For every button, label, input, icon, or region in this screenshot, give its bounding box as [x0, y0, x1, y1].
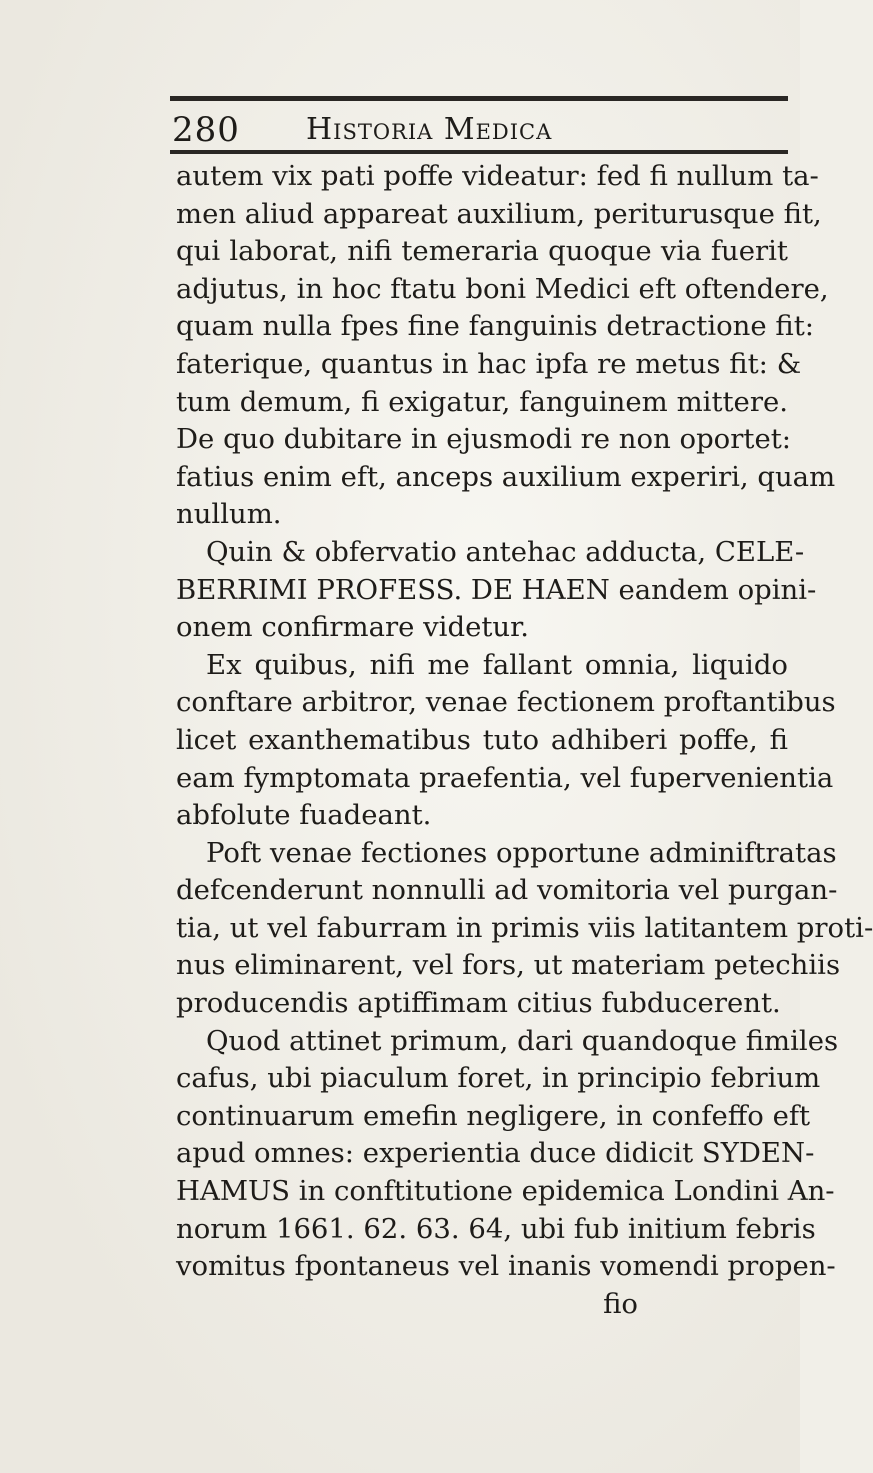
text-line: faterique, quantus in hac ipfa re metus fit: &	[176, 347, 802, 380]
text-line: qui laborat, nifi temeraria quoque via fuerit	[176, 235, 788, 268]
text-line: continuarum emefin negligere, in confeffo eft	[176, 1099, 811, 1132]
text-line: fatius enim eft, anceps auxilium experiri, quam	[176, 460, 836, 493]
text-line: defcenderunt nonnulli ad vomitoria vel purgan-	[176, 874, 838, 907]
text-line-paragraph-start: Ex quibus, nifi me fallant omnia, liquido	[206, 648, 788, 681]
text-line: norum 1661. 62. 63. 64, ubi fub initium febris	[176, 1212, 816, 1245]
text-line: quam nulla fpes fine fanguinis detractione fit:	[176, 310, 815, 343]
text-line: nus eliminarent, vel fors, ut materiam petechiis	[176, 949, 841, 982]
catchword: fio	[603, 1287, 638, 1320]
text-line-paragraph-start: Quod attinet primum, dari quandoque fimiles	[206, 1024, 839, 1057]
text-line: HAMUS in conftitutione epidemica Londini An-	[176, 1175, 835, 1208]
text-line: conftare arbitror, venae fectionem proftantibus	[176, 686, 836, 719]
page-number: 280	[172, 110, 240, 150]
running-head-title: Historia Medica	[306, 112, 553, 147]
text-line: cafus, ubi piaculum foret, in principio febrium	[176, 1062, 821, 1095]
body-text	[176, 158, 873, 1323]
text-line-paragraph-end: abfolute fuadeant.	[176, 799, 432, 832]
text-line: tia, ut vel faburram in primis viis latitantem proti-	[176, 911, 873, 944]
text-line: men aliud appareat auxilium, periturusque fit,	[176, 197, 822, 230]
text-line-paragraph-start: Quin & obfervatio antehac adducta, CELE-	[206, 535, 805, 568]
text-line: De quo dubitare in ejusmodi re non oportet:	[176, 423, 792, 456]
text-line: BERRIMI PROFESS. DE HAEN eandem opini-	[176, 573, 817, 606]
header-top-rule	[170, 96, 788, 101]
text-line: vomitus fpontaneus vel inanis vomendi propen-	[176, 1250, 836, 1283]
text-line: adjutus, in hoc ftatu boni Medici eft oftendere,	[176, 272, 829, 305]
text-line-paragraph-start: Poft venae fectiones opportune adminiftratas	[206, 836, 837, 869]
text-line: licet exanthematibus tuto adhiberi poffe, fi	[176, 723, 788, 756]
text-line: apud omnes: experientia duce didicit SYDEN-	[176, 1137, 815, 1170]
text-line: tum demum, fi exigatur, fanguinem mittere.	[176, 385, 788, 418]
header-bottom-rule	[170, 150, 788, 154]
text-line-paragraph-end: onem confirmare videtur.	[176, 611, 529, 644]
text-line: autem vix pati poffe videatur: fed fi nullum ta-	[176, 160, 819, 192]
text-line-paragraph-end: producendis aptiffimam citius fubducerent.	[176, 987, 781, 1020]
text-line: eam fymptomata praefentia, vel fupervenientia	[176, 761, 834, 794]
text-line-paragraph-end: nullum.	[176, 498, 282, 531]
